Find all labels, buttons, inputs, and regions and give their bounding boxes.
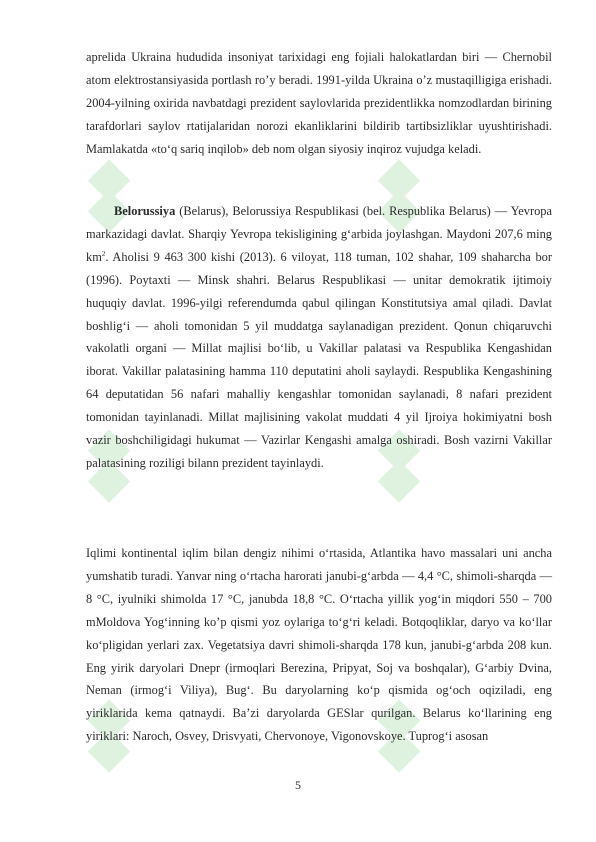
paragraph-climate [86, 542, 552, 748]
paragraph-text-part-a: (Belarus), Belorussiya Respublikasi (bel. Respublika Belarus) — Yevropa markazidagi davlat. Sharqiy Yevropa tekisligining g‘arbida joylashgan. Maydoni 207,6 ming km [86, 204, 552, 264]
term-belorussiya: Belorussiya [114, 204, 176, 218]
page-number: 5 [295, 778, 301, 792]
paragraph-ukraina-history [86, 46, 552, 161]
paragraph-text-part-b: . Aholisi 9 463 300 kishi (2013). 6 viloyat, 118 tuman, 102 shahar, 109 shaharcha bor (1996). Poytaxti — Minsk shahri. Belarus Respublikasi — unitar demokratik ijtimoiy huquqiy davlat. 1996-yilgi referendumda qabul qilingan Konstitutsiya amal qiladi. Davlat boshlig‘i — aholi tomonidan 5 yil muddatga saylanadigan prezident. Qonun chiqaruvchi vakolatli organi — Millat majlisi bo‘lib, u Vakillar palatasi va Respublika Kengashidan iborat. Vakillar palatasining hamma 110 deputatini aholi saylaydi. Respublika Kengashining 64 deputatidan 56 nafari mahalliy kengashlar tomonidan saylanadi, 8 nafari prezident tomonidan tayinlanadi. Millat majlisining vakolat muddati 4 yil Ijroiya hokimiyatni bosh vazir boshchiligidagi hukumat — Vazirlar Kengashi amalga oshiradi. Bosh vazirni Vakillar palatasining roziligi bilann prezident tayinlaydi. [86, 249, 552, 470]
paragraph-text: aprelida Ukraina hududida insoniyat tarixidagi eng fojiali halokatlardan biri — Chernobil atom elektrostansiyasida portlash ro’y beradi. 1991-yilda Ukraina o’z mustaqilligiga erishadi. 2004-yilning oxirida navbatdagi prezident saylovlarida prezidentlikka nomzodlardan birining tarafdorlari saylov rtatijalaridan norozi ekanliklarini bildirib tartibsizliklar uyushtirishadi. Mamlakatda «to‘q sariq inqilob» deb nom olgan siyosiy inqiroz vujudga keladi. [86, 50, 552, 156]
paragraph-text: Iqlimi kontinental iqlim bilan dengiz nihimi o‘rtasida, Atlantika havo massalari uni ancha yumshatib turadi. Yanvar ning o‘rtacha harorati janubi-g‘arbda — 4,4 °C, shimoli-sharqda — 8 °C, iyulniki shimolda 17 °C, janubda 18,8 °C. O‘rtacha yillik yog‘in miqdori 550 – 700 mMoldova Yog‘inning ko’p qismi yoz oylariga to‘g‘ri keladi. Botqoqliklar, daryo va ko‘llar ko‘pligidan yerlari zax. Vegetatsiya davri shimoli-sharqda 178 kun, janubi-g‘arbda 208 kun. Eng yirik daryolari Dnepr (irmoqlari Berezina, Pripyat, Soj va boshqalar), G‘arbiy Dvina, Neman (irmog‘i Viliya), Bug‘. Bu daryolarning ko‘p qismida og‘och oqiziladi, eng yiriklarida kema qatnaydi. Ba’zi daryolarda GESlar qurilgan. Belarus ko‘llarining eng yiriklari: Naroch, Osvey, Drisvyati, Chervonoye, Vigonovskoye. Tuprog‘i asosan [86, 546, 552, 744]
superscript-2: 2 [101, 249, 106, 258]
paragraph-text [86, 200, 552, 475]
paragraph-belorussiya [86, 200, 552, 475]
